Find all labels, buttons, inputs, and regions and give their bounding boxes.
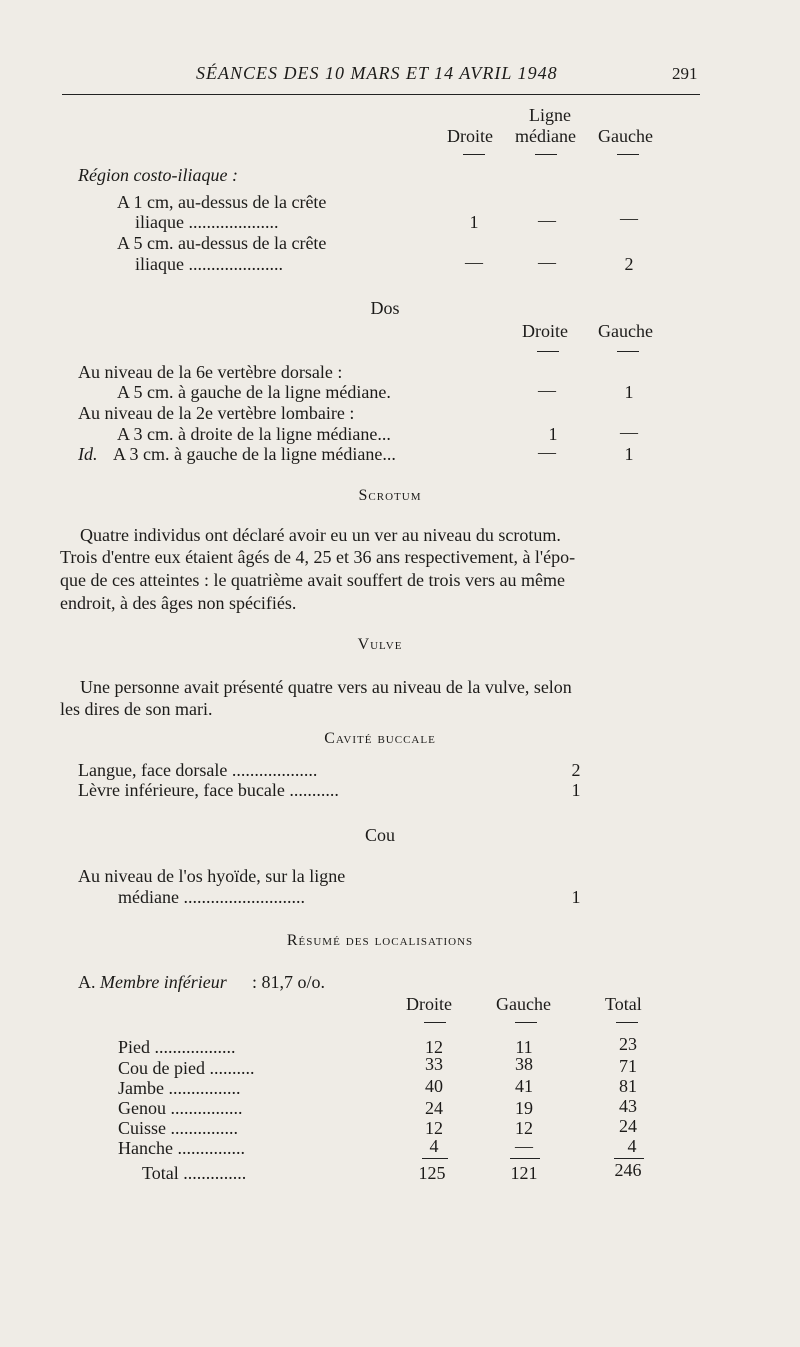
col-header-gauche: Gauche <box>598 321 653 341</box>
paragraph-line: Quatre individus ont déclaré avoir eu un ver au niveau du scrotum. <box>80 525 561 545</box>
col-header-ligne: Ligne <box>529 105 571 125</box>
col-header-gauche: Gauche <box>598 126 653 146</box>
table-cell: — <box>538 380 556 400</box>
dos-line: Au niveau de la 6e vertèbre dorsale : <box>78 362 343 382</box>
table-cell: — <box>515 1136 533 1156</box>
dos-line: Au niveau de la 2e vertèbre lombaire : <box>78 403 355 423</box>
table-cell: 1 <box>571 887 581 907</box>
table-row-label: iliaque ..................... <box>135 254 283 274</box>
total-row-label: Total .............. <box>142 1163 247 1183</box>
table-cell: — <box>538 210 556 230</box>
table-cell: 2 <box>571 760 581 780</box>
summary-subtitle-value: : 81,7 o/o. <box>252 972 326 992</box>
table-row-label: Cuisse ............... <box>118 1118 239 1138</box>
table-cell: 19 <box>515 1098 533 1118</box>
header-rule <box>62 94 700 95</box>
table-row-label: Lèvre inférieure, face bucale ........... <box>78 780 339 800</box>
table-row-label: Hanche ............... <box>118 1138 245 1158</box>
table-cell: 4 <box>627 1136 637 1156</box>
table-cell: 121 <box>510 1163 538 1183</box>
table-cell: 1 <box>571 780 581 800</box>
section-heading-resume: Résumé des localisations <box>286 932 474 949</box>
table-cell: 125 <box>418 1163 446 1183</box>
table-cell: 71 <box>619 1056 637 1076</box>
col-rule <box>617 154 639 155</box>
col-header-droite: Droite <box>522 321 568 341</box>
col-rule <box>537 351 559 352</box>
section-heading-buccale: Cavité buccale <box>324 730 436 747</box>
table-cell: 2 <box>624 254 634 274</box>
table-cell: 23 <box>619 1034 637 1054</box>
cou-line: médiane ........................... <box>118 887 305 907</box>
col-rule <box>515 1022 537 1023</box>
summary-subtitle-prefix: A. <box>78 972 96 992</box>
table-cell: 1 <box>624 382 634 402</box>
col-header-droite: Droite <box>447 126 493 146</box>
table-row-label: A 5 cm. au-dessus de la crête <box>117 233 327 253</box>
table-cell: 24 <box>619 1116 637 1136</box>
table-row-label: iliaque .................... <box>135 212 279 232</box>
table-cell: 33 <box>425 1054 443 1074</box>
table-cell: — <box>465 252 483 272</box>
table-cell: 38 <box>515 1054 533 1074</box>
table-cell: 81 <box>619 1076 637 1096</box>
total-rule <box>614 1158 644 1159</box>
section-heading-cou: Cou <box>364 825 395 845</box>
table-cell: 40 <box>425 1076 443 1096</box>
table-row-label: Langue, face dorsale ................... <box>78 760 318 780</box>
table-row-label: Cou de pied .......... <box>118 1058 255 1078</box>
table-cell: — <box>620 422 638 442</box>
paragraph-line: Trois d'entre eux étaient âgés de 4, 25 et 36 ans respectivement, à l'épo- <box>60 547 576 567</box>
dos-line-prefix: Id. <box>78 444 98 464</box>
table-row-label: Jambe ................ <box>118 1078 241 1098</box>
page-number: 291 <box>672 64 698 83</box>
section-heading-scrotum: Scrotum <box>358 487 422 504</box>
region-heading: Région costo-iliaque : <box>78 165 238 185</box>
table-cell: — <box>538 252 556 272</box>
paragraph-line: les dires de son mari. <box>60 699 213 719</box>
table-cell: 12 <box>515 1118 533 1138</box>
table-cell: — <box>538 442 556 462</box>
col-header-total: Total <box>605 994 642 1014</box>
table-cell: 246 <box>614 1160 642 1180</box>
table-cell: 41 <box>515 1076 533 1096</box>
total-rule <box>510 1158 540 1159</box>
table-cell: 12 <box>425 1118 443 1138</box>
table-cell: 11 <box>515 1037 533 1057</box>
col-rule <box>424 1022 446 1023</box>
table-cell: 1 <box>469 212 479 232</box>
cou-line: Au niveau de l'os hyoïde, sur la ligne <box>78 866 346 886</box>
table-cell: 12 <box>425 1037 443 1057</box>
table-row-label: Genou ................ <box>118 1098 243 1118</box>
table-row-label: A 1 cm, au-dessus de la crête <box>117 192 327 212</box>
running-header: SÉANCES DES 10 MARS ET 14 AVRIL 1948 <box>196 63 558 83</box>
total-rule <box>422 1158 448 1159</box>
summary-subtitle: Membre inférieur <box>100 972 227 992</box>
table-cell: — <box>620 208 638 228</box>
table-cell: 4 <box>429 1136 439 1156</box>
col-rule <box>616 1022 638 1023</box>
section-heading-vulve: Vulve <box>357 636 403 653</box>
col-header-gauche: Gauche <box>496 994 551 1014</box>
table-row-label: Pied .................. <box>118 1037 236 1057</box>
table-cell: 1 <box>548 424 558 444</box>
paragraph-line: endroit, à des âges non spécifiés. <box>60 593 297 613</box>
paragraph-line: Une personne avait présenté quatre vers au niveau de la vulve, selon <box>80 677 572 697</box>
dos-line: A 3 cm. à gauche de la ligne médiane... <box>113 444 396 464</box>
paragraph-line: que de ces atteintes : le quatrième avait souffert de trois vers au même <box>60 570 565 590</box>
dos-line: A 3 cm. à droite de la ligne médiane... <box>117 424 391 444</box>
col-rule <box>535 154 557 155</box>
dos-line: A 5 cm. à gauche de la ligne médiane. <box>117 382 391 402</box>
table-cell: 24 <box>425 1098 443 1118</box>
col-rule <box>617 351 639 352</box>
col-header-droite: Droite <box>406 994 452 1014</box>
table-cell: 1 <box>624 444 634 464</box>
table-cell: 43 <box>619 1096 637 1116</box>
section-heading-dos: Dos <box>370 298 400 318</box>
col-rule <box>463 154 485 155</box>
col-header-mediane: médiane <box>515 126 576 146</box>
